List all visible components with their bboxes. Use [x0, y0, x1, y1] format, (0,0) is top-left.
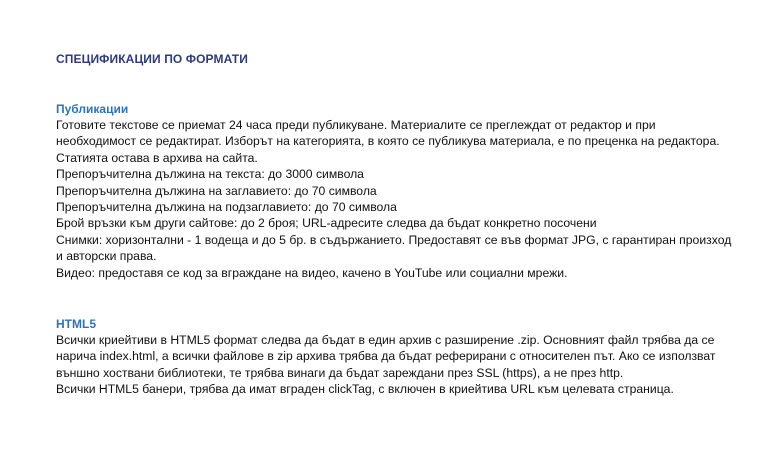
paragraph-line: Препоръчителна дължина на подзаглавието: до 70 символа [56, 200, 397, 215]
section-html5 [56, 316, 746, 398]
document-title: СПЕЦИФИКАЦИИ ПО ФОРМАТИ [56, 52, 248, 66]
paragraph-line: нарича index.html, а всички файлове в zip архива трябва да бъдат реферирани с относителен път. Ако се използват [56, 349, 716, 364]
paragraph-line: Всички HTML5 банери, трябва да имат вграден clickTag, с включен в криейтива URL към целевата страница. [56, 382, 674, 397]
paragraph-line: Статията остава в архива на сайта. [56, 150, 258, 165]
section-publications [56, 101, 746, 281]
paragraph-line: необходимост се редактират. Изборът на категорията, в която се публикува материала, е по преценка на редактора. [56, 134, 720, 149]
paragraph-line: Снимки: хоризонтални - 1 водеща и до 5 бр. в съдържанието. Предоставят се във формат JPG, с гарантиран произход [56, 232, 732, 247]
section-heading-html5: HTML5 [56, 317, 96, 331]
paragraph-line: и авторски права. [56, 249, 157, 264]
paragraph-line: Готовите текстове се приемат 24 часа преди публикуване. Материалите се преглеждат от редактор и при [56, 118, 656, 132]
paragraph-line: Препоръчителна дължина на текста: до 3000 символа [56, 167, 364, 182]
paragraph-line: Всички криейтиви в HTML5 формат следва да бъдат в един архив с разширение .zip. Основният файл трябва да се [56, 333, 715, 347]
paragraph-line: Брой връзки към други сайтове: до 2 броя; URL-адресите следва да бъдат конкретно посочени [56, 216, 597, 231]
paragraph-line: Видео: предоставя се код за вграждане на видео, качено в YouTube или социални мрежи. [56, 265, 568, 280]
section-heading-publications: Публикации [56, 102, 129, 116]
paragraph-line: Препоръчителна дължина на заглавието: до 70 символа [56, 183, 377, 198]
paragraph-line: външно хоствани библиотеки, те трябва винаги да бъдат зареждани през SSL (https), а не през http. [56, 365, 624, 380]
